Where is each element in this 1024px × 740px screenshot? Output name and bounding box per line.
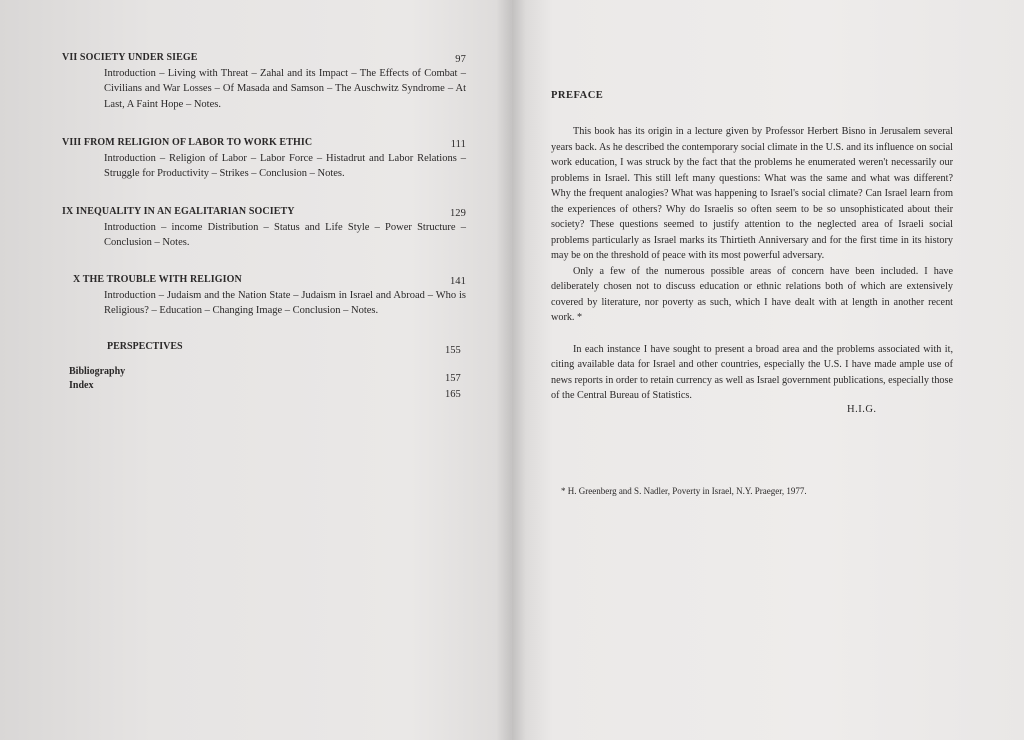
preface-paragraph: In each instance I have sought to present a broad area and the problems associated with it, citing available data for Israel and other countries, especially the U.S. I have made ample use of news reports in order to retain currency as well as Israel government publications, especially those of the Central Bureau of Statistics. xyxy=(551,343,953,401)
chapter-contents: Introduction – income Distribution – Status and Life Style – Power Structure – Conclusion – Notes. xyxy=(104,221,466,248)
bibliography-label: Bibliography xyxy=(69,366,126,377)
preface-paragraph: This book has its origin in a lecture given by Professor Herbert Bisno in Jerusalem several years back. As he described the contemporary social climate in the U.S. and its influence on social work education, I was struck by the fact that the problems he enumerated weren't necessarily our problems in Israel. This still left many questions: What was the same and what was different? Why the frequent analogies? What was happening to Israel's social climate? Can Israel learn from the experiences of others? Why do Israelis so often seem to be so unsophisticated about their society? These questions seemed to justify attention to the neglected area of Israeli social problems particularly as Israel marks its Thirtieth Anniversary and for the first time in its history may be on the threshold of peace with its most powerful adversary. xyxy=(551,126,953,261)
author-initials: H.I.G. xyxy=(847,404,877,415)
chapter-heading: VIII FROM RELIGION OF LABOR TO WORK ETHIC 111 xyxy=(62,135,466,151)
preface-body xyxy=(551,124,953,404)
toc-chapter-10 xyxy=(73,272,466,319)
toc-chapter-9 xyxy=(62,204,466,251)
chapter-contents: Introduction – Living with Threat – Zahal and its Impact – The Effects of Combat – Civilians and War Losses – Of Masada and Samson – The Auschwitz Syndrome – At Last, A Faint Hope – Notes. xyxy=(104,67,466,110)
chapter-heading: IX INEQUALITY IN AN EGALITARIAN SOCIETY 129 xyxy=(62,204,466,220)
book-gutter xyxy=(496,0,526,740)
index-label: Index xyxy=(69,380,94,391)
chapter-page-number: 111 xyxy=(450,139,466,150)
chapter-contents: Introduction – Religion of Labor – Labor Force – Histadrut and Labor Relations – Struggle for Productivity – Strikes – Conclusion – Notes. xyxy=(104,152,466,179)
chapter-contents: Introduction – Judaism and the Nation State – Judaism in Israel and Abroad – Who is Religious? – Education – Changing Image – Conclusion – Notes. xyxy=(104,289,466,316)
perspectives-page-number: 155 xyxy=(445,345,461,356)
chapter-page-number: 129 xyxy=(449,208,466,219)
toc-chapter-7 xyxy=(62,50,466,112)
chapter-heading: X THE TROUBLE WITH RELIGION 141 xyxy=(73,272,466,288)
index-page-number: 165 xyxy=(445,389,461,400)
perspectives-heading: PERSPECTIVES xyxy=(107,341,183,352)
footnote: * H. Greenberg and S. Nadler, Poverty in Israel, N.Y. Praeger, 1977. xyxy=(561,486,807,496)
preface-title: PREFACE xyxy=(551,90,604,101)
chapter-page-number: 141 xyxy=(449,276,466,287)
chapter-page-number: 97 xyxy=(455,54,466,65)
chapter-heading: VII SOCIETY UNDER SIEGE 97 xyxy=(62,50,466,66)
toc-chapter-8 xyxy=(62,135,466,182)
bibliography-page-number: 157 xyxy=(445,373,461,384)
preface-paragraph: Only a few of the numerous possible areas of concern have been included. I have deliberately chosen not to discuss education or ethnic relations both of which are extensively covered by literature, nor poverty as such, which I have dealt with at length in another recent work. * xyxy=(551,265,953,323)
